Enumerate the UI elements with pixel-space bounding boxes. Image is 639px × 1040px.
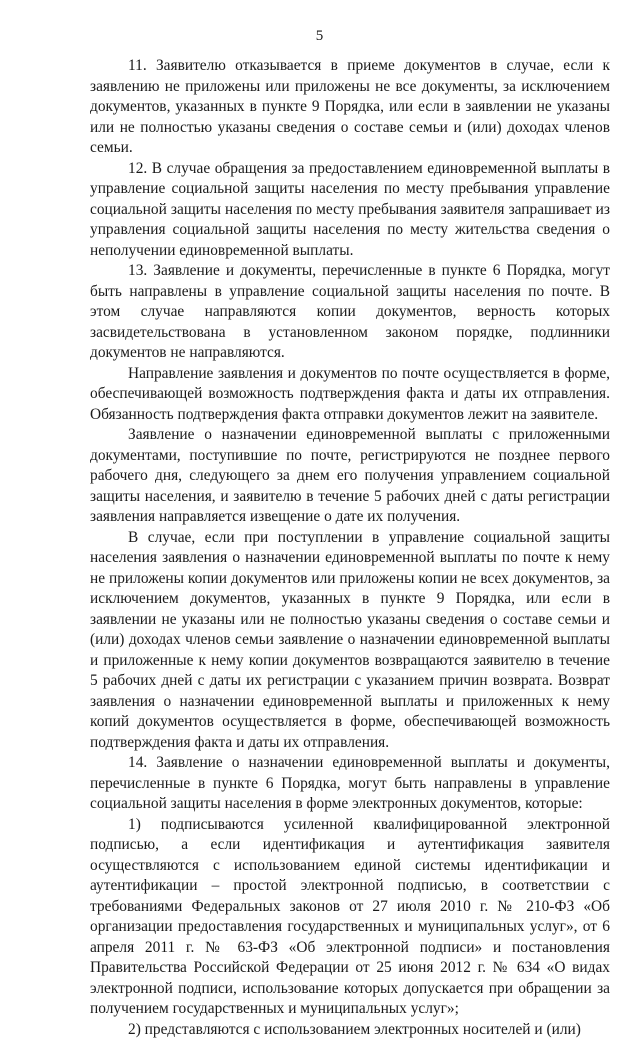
paragraph-mail-return: В случае, если при поступлении в управление социальной защиты населения заявления о назначении единовременной выплаты по почте к нему не приложены копии документов или приложены копии не всех документов, за исключением документов, указанных в пункте 9 Порядка, или если в заявлении не указаны или не полностью указаны сведения о составе семьи и (или) доходах членов семьи заявление о назначении единовременной выплаты и приложенные к нему копии документов возвращаются заявителю в течение 5 рабочих дней с даты их регистрации с указанием причин возврата. Возврат заявления о назначении единовременной выплаты и приложенных к нему копий документов осуществляется в форме, обеспечивающей возможность подтверждения факта и даты их отправления. — [90, 528, 610, 754]
page-number: 5 — [0, 28, 639, 45]
paragraph-mail-form: Направление заявления и документов по почте осуществляется в форме, обеспечивающей возможность подтверждения факта и даты их отправления. Обязанность подтверждения факта отправки документов лежит на заявителе. — [90, 364, 610, 426]
paragraph-13: 13. Заявление и документы, перечисленные в пункте 6 Порядка, могут быть направлены в управление социальной защиты населения по почте. В этом случае направляются копии документов, верность которых засвидетельствована в установленном законом порядке, подлинники документов не направляются. — [90, 261, 610, 364]
paragraph-11: 11. Заявителю отказывается в приеме документов в случае, если к заявлению не приложены или приложены не все документы, за исключением документов, указанных в пункте 9 Порядка, или если в заявлении не указаны или не полностью указаны сведения о составе семьи и (или) доходах членов семьи. — [90, 56, 610, 159]
paragraph-12: 12. В случае обращения за предоставлением единовременной выплаты в управление социальной защиты населения по месту пребывания управление социальной защиты населения по месту пребывания заявителя запрашивает из управления социальной защиты населения по месту жительства сведения о неполучении единовременной выплаты. — [90, 159, 610, 262]
paragraph-14-item-2: 2) представляются с использованием электронных носителей и (или) — [90, 1020, 610, 1040]
document-body — [90, 56, 610, 1040]
paragraph-14: 14. Заявление о назначении единовременной выплаты и документы, перечисленные в пункте 6 Порядка, могут быть направлены в управление социальной защиты населения в форме электронных документов, которые: — [90, 753, 610, 815]
paragraph-mail-registration: Заявление о назначении единовременной выплаты с приложенными документами, поступившие по почте, регистрируются не позднее первого рабочего дня, следующего за днем его получения управлением социальной защиты населения, и заявителю в течение 5 рабочих дней с даты регистрации заявления направляется извещение о дате их получения. — [90, 425, 610, 528]
paragraph-14-item-1: 1) подписываются усиленной квалифицированной электронной подписью, а если идентификация и аутентификация заявителя осуществляются с использованием единой системы идентификации и аутентификации – простой электронной подписью, в соответствии с требованиями Федеральных законов от 27 июля 2010 г. № 210-ФЗ «Об организации предоставления государственных и муниципальных услуг», от 6 апреля 2011 г. № 63-ФЗ «Об электронной подписи» и постановления Правительства Российской Федерации от 25 июня 2012 г. № 634 «О видах электронной подписи, использование которых допускается при обращении за получением государственных и муниципальных услуг»; — [90, 815, 610, 1020]
